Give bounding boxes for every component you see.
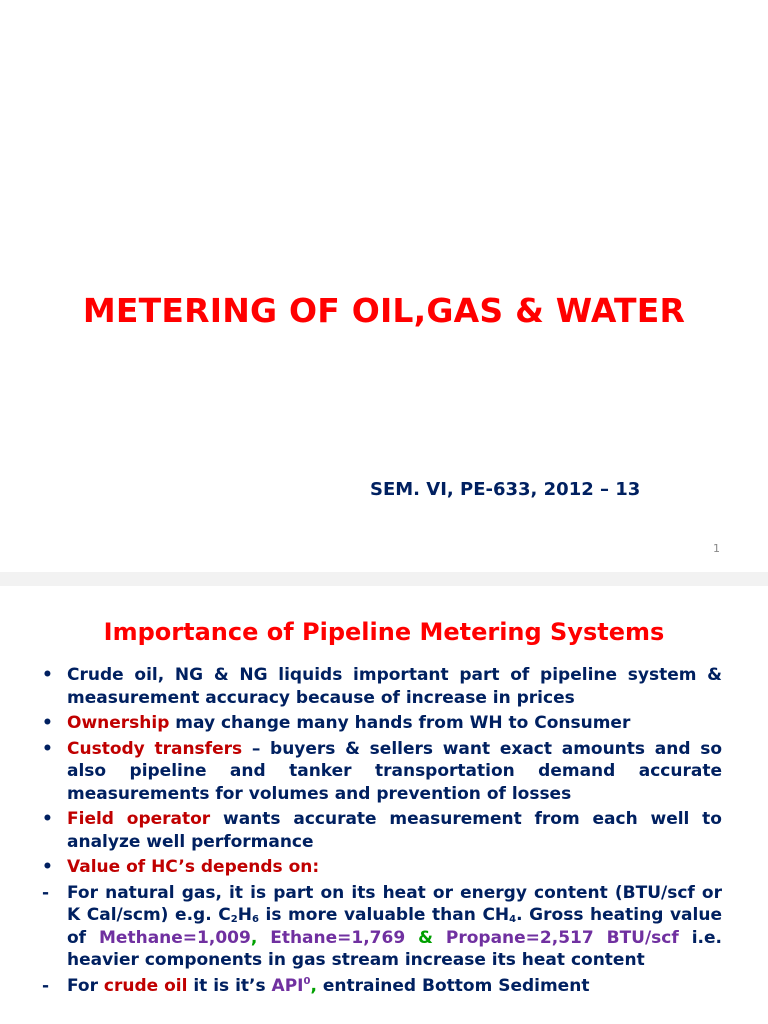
- list-item: [42, 664, 722, 709]
- page-number: 1: [713, 542, 720, 555]
- bullet-icon: •: [42, 665, 53, 685]
- list-item: [42, 738, 722, 806]
- slide-title: METERING OF OIL,GAS & WATER: [82, 291, 686, 330]
- list-item: [42, 808, 722, 853]
- list-item: [42, 882, 722, 972]
- list-item: [42, 856, 722, 879]
- bullet-text: wants accurate measurement from each well to analyze well performance: [67, 809, 722, 852]
- bullet-text: Value of HC’s depends on:: [67, 857, 320, 877]
- bullet-icon: •: [42, 713, 53, 733]
- keyword: Field operator: [67, 809, 211, 829]
- keyword: Ownership: [67, 713, 170, 733]
- bullet-text: For crude oil it is it’s API$^0$, entrained Bottom Sediment: [67, 975, 590, 996]
- api-value: API: [271, 975, 304, 996]
- methane-value: Methane=1,009: [99, 927, 251, 948]
- propane-value: Propane=2,517 BTU/scf: [445, 927, 679, 948]
- bullet-text: may change many hands from WH to Consumer: [169, 713, 631, 733]
- dash-icon: -: [42, 882, 50, 903]
- list-item: [42, 975, 722, 998]
- bullet-icon: •: [42, 738, 53, 759]
- bullet-icon: •: [42, 809, 53, 829]
- keyword: Custody transfers: [67, 738, 243, 759]
- slide-subtitle: SEM. VI, PE-633, 2012 – 13: [370, 479, 641, 500]
- list-item: [42, 712, 722, 735]
- bullet-text: – buyers & sellers want exact amounts and so also pipeline and tanker transportation demand accurate measurements for volumes and prevention of losses: [67, 738, 722, 804]
- content-slide: [0, 586, 768, 1024]
- bullet-text: Crude oil, NG & NG liquids important part of pipeline system & measurement accuracy because of increase in prices: [67, 665, 722, 708]
- keyword: crude oil: [103, 975, 188, 996]
- bullet-list: [42, 664, 722, 1000]
- ethane-value: Ethane=1,769: [270, 927, 406, 948]
- bullet-icon: •: [42, 857, 53, 877]
- slide-separator: [0, 572, 768, 586]
- bullet-text: For natural gas, it is part on its heat or energy content (BTU/scf or K Cal/scm) e.g. $C_2H_6$ is more valuable than $CH_4$. Gross heating value of Methane=1,009, Ethane=1,769 & Propane=2,517 BTU/scf i.e. heavier components in gas stream increase its heat content: [67, 882, 722, 970]
- slide-heading: Importance of Pipeline Metering Systems: [103, 618, 665, 646]
- dash-icon: -: [42, 975, 50, 996]
